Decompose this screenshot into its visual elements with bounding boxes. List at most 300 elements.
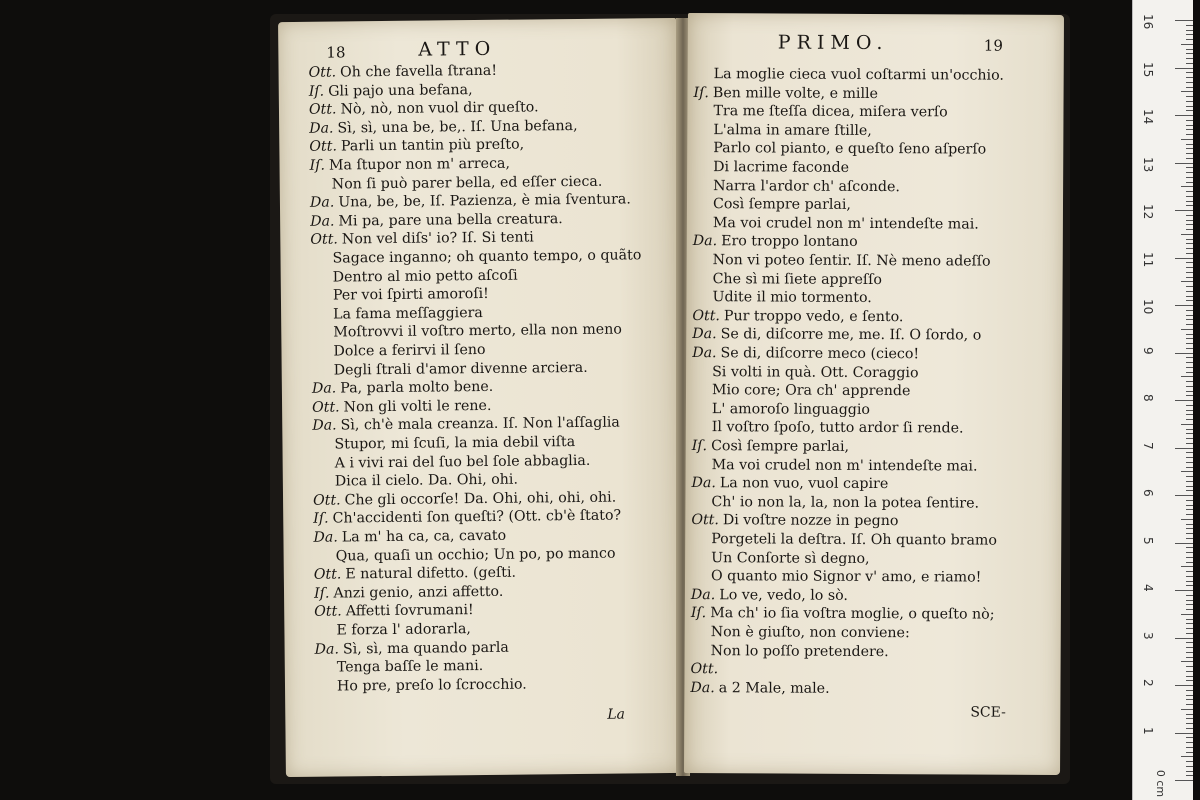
verse-text: E natural difetto. (geſti. — [345, 564, 517, 583]
ruler-tick — [1175, 543, 1193, 544]
ruler-tick — [1186, 120, 1193, 121]
text-line — [310, 210, 563, 231]
ruler-tick — [1175, 68, 1193, 69]
ruler-tick — [1186, 367, 1193, 368]
speaker-label: Da. — [692, 233, 718, 250]
verse-text: Pa, parla molto bene. — [340, 379, 494, 397]
ruler-number: 9 — [1141, 346, 1155, 355]
text-line — [713, 251, 991, 270]
speaker-label: Ott. — [314, 603, 342, 621]
text-line — [312, 414, 620, 435]
verse-text: Di lacrime faconde — [713, 159, 850, 176]
verse-text: Porgeteli la deſtra. Iſ. Oh quanto bramo — [711, 531, 997, 549]
ruler-tick — [1186, 338, 1193, 339]
ruler-tick — [1181, 661, 1193, 662]
ruler-tick — [1186, 604, 1193, 605]
ruler-tick — [1181, 614, 1193, 615]
ruler-tick — [1175, 495, 1193, 496]
verse-text: Una, be, be, Iſ. Pazienza, è mia ſventura. — [338, 191, 631, 211]
text-line — [711, 642, 889, 661]
verse-text: Non vi poteo ſentir. Iſ. Nè meno adeſſo — [712, 252, 991, 270]
text-line — [336, 620, 471, 639]
text-line — [333, 321, 622, 342]
verse-text: a 2 Male, male. — [718, 679, 830, 697]
ruler-tick — [1186, 695, 1193, 696]
text-line — [712, 381, 910, 400]
verse-text: Pur troppo vedo, e ſento. — [723, 308, 904, 325]
ruler-tick — [1186, 82, 1193, 83]
ruler-tick — [1186, 386, 1193, 387]
ruler-tick — [1186, 372, 1193, 373]
text-line — [314, 601, 474, 621]
text-line — [315, 638, 509, 658]
text-line — [713, 102, 947, 121]
verse-text: Ma ſtupor non m' arreca, — [328, 155, 511, 174]
ruler-tick — [1186, 239, 1193, 240]
ruler-tick — [1186, 600, 1193, 601]
ruler-tick — [1186, 623, 1193, 624]
ruler-number: 7 — [1141, 441, 1155, 450]
ruler-tick — [1181, 234, 1193, 235]
text-line — [712, 419, 964, 438]
ruler-number: 12 — [1141, 204, 1155, 220]
ruler-tick — [1186, 433, 1193, 434]
ruler-tick — [1186, 538, 1193, 539]
text-line — [713, 214, 979, 233]
ruler-tick — [1186, 723, 1193, 724]
ruler-tick — [1186, 676, 1193, 677]
ruler-tick — [1186, 609, 1193, 610]
text-line — [691, 511, 898, 530]
ruler-tick — [1186, 286, 1193, 287]
verse-text: Non vel diſs' io? Iſ. Si tenti — [341, 229, 534, 248]
speaker-label: Iſ. — [690, 605, 707, 622]
text-line — [335, 451, 591, 472]
text-line — [332, 172, 603, 193]
ruler-tick — [1186, 652, 1193, 653]
speaker-label: Ott. — [691, 512, 719, 529]
text-line — [335, 471, 518, 491]
ruler-tick — [1186, 414, 1193, 415]
ruler-tick — [1181, 376, 1193, 377]
verse-text: Mi pa, pare una bella creatura. — [338, 210, 563, 230]
verse-text: Lo ve, vedo, lo sò. — [719, 586, 848, 604]
ruler-tick — [1186, 296, 1193, 297]
speaker-label: Ott. — [312, 399, 340, 416]
text-line — [312, 378, 494, 398]
ruler-number: 10 — [1141, 299, 1155, 315]
ruler-tick — [1186, 395, 1193, 396]
verse-text: Udite il mio tormento. — [712, 289, 872, 307]
text-line — [334, 358, 588, 379]
speaker-label: Iſ. — [691, 438, 708, 455]
ruler-tick — [1186, 362, 1193, 363]
ruler-tick — [1186, 77, 1193, 78]
ruler-tick — [1186, 443, 1193, 444]
ruler-tick — [1175, 20, 1193, 21]
ruler-tick — [1186, 315, 1193, 316]
verse-text: A i vivi rai del ſuo bel ſole abbaglia. — [334, 452, 591, 472]
ruler-tick — [1186, 457, 1193, 458]
ruler-tick — [1186, 343, 1193, 344]
ruler-tick — [1175, 210, 1193, 211]
ruler-number: 5 — [1141, 536, 1155, 545]
ruler-tick — [1186, 277, 1193, 278]
ruler-tick — [1186, 410, 1193, 411]
verse-text: Qua, quaſi un occhio; Un po, po manco — [335, 545, 616, 565]
verse-text: Dica il cielo. Da. Ohi, ohi. — [334, 471, 518, 490]
speaker-label: Ott. — [690, 661, 719, 678]
speaker-label: Da. — [309, 120, 334, 137]
left-page — [278, 18, 684, 777]
ruler-tick — [1186, 680, 1193, 681]
ruler-tick — [1186, 476, 1193, 477]
verse-text: Degli ſtrali d'amor divenne arciera. — [333, 359, 588, 379]
ruler-tick — [1186, 576, 1193, 577]
ruler-tick — [1186, 486, 1193, 487]
ruler-tick — [1186, 215, 1193, 216]
ruler-number: 15 — [1141, 61, 1155, 77]
ruler-tick — [1175, 400, 1193, 401]
ruler-tick — [1186, 106, 1193, 107]
verse-text: Che gli occorſe! Da. Ohi, ohi, ohi, ohi. — [344, 489, 617, 509]
ruler-tick — [1186, 262, 1193, 263]
ruler-tick — [1186, 505, 1193, 506]
verse-text: Ero troppo lontano — [721, 233, 858, 251]
verse-text: La m' ha ca, ca, cavato — [341, 527, 507, 546]
speaker-label: Ott. — [308, 101, 337, 118]
ruler-tick — [1181, 281, 1193, 282]
ruler-tick — [1186, 524, 1193, 525]
ruler-tick — [1186, 253, 1193, 254]
ruler-tick — [1181, 186, 1193, 187]
ruler-tick — [1186, 191, 1193, 192]
ruler-tick — [1175, 163, 1193, 164]
ruler-tick — [1186, 224, 1193, 225]
verse-text: Anzi genio, anzi affetto. — [333, 583, 504, 602]
ruler-tick — [1175, 685, 1193, 686]
text-line — [690, 679, 829, 698]
ruler-number: 2 — [1141, 679, 1155, 687]
ruler-tick — [1186, 761, 1193, 762]
ruler-tick — [1186, 666, 1193, 667]
ruler-tick — [1186, 671, 1193, 672]
speaker-label: Da. — [691, 475, 716, 492]
ruler-tick — [1186, 533, 1193, 534]
ruler-tick — [1186, 125, 1193, 126]
text-line — [712, 288, 871, 307]
speaker-label: Ott. — [312, 492, 341, 509]
verse-text: Non lo poſſo pretendere. — [710, 642, 889, 660]
ruler-tick — [1186, 714, 1193, 715]
ruler-tick — [1186, 272, 1193, 273]
verse-text: Si volti in quà. Ott. Coraggio — [712, 363, 919, 381]
ruler-tick — [1186, 243, 1193, 244]
ruler-tick — [1186, 452, 1193, 453]
ruler-tick — [1175, 733, 1193, 734]
verse-text: Moſtrovvi il voſtro merto, ella non meno — [333, 321, 622, 341]
verse-text: E forza l' adorarla, — [336, 621, 471, 639]
text-line — [334, 433, 575, 454]
text-line — [333, 285, 489, 305]
verse-text: Non ſi può parer bella, ed eſſer cieca. — [331, 173, 603, 193]
ruler-tick — [1186, 752, 1193, 753]
text-line — [333, 304, 483, 324]
verse-text: Parlo col pianto, e queſto ſeno aſperſo — [713, 140, 987, 158]
text-line — [692, 344, 919, 363]
ruler-number: 3 — [1141, 631, 1155, 640]
verse-text: Ma ch' io ſia voſtra moglie, o queſto nò; — [710, 605, 995, 624]
ruler-number: 13 — [1141, 156, 1155, 172]
ruler-tick — [1186, 737, 1193, 738]
text-line — [314, 583, 503, 603]
ruler-tick — [1181, 756, 1193, 757]
ruler-tick — [1186, 34, 1193, 35]
speaker-label: Da. — [310, 213, 335, 230]
ruler-tick — [1186, 552, 1193, 553]
ruler-tick — [1186, 49, 1193, 50]
speaker-label: Da. — [312, 417, 337, 435]
verse-text: Dolce a ferirvi il ſeno — [333, 341, 486, 360]
ruler-tick — [1181, 519, 1193, 520]
ruler-tick — [1186, 96, 1193, 97]
ruler-tick — [1186, 462, 1193, 463]
ruler-tick — [1186, 177, 1193, 178]
verse-text: Il voſtro ſpoſo, tutto ardor ſi rende. — [711, 419, 964, 437]
speaker-label: Iſ. — [313, 585, 330, 602]
verse-text: Ch'accidenti ſon queſti? (Ott. cb'è ſtato? — [332, 507, 622, 527]
speaker-label: Ott. — [309, 138, 337, 156]
ruler-tick — [1186, 557, 1193, 558]
speaker-label: Da. — [311, 380, 337, 397]
verse-text: Sì, sì, una be, be,. Iſ. Una befana, — [337, 117, 578, 137]
ruler-tick — [1186, 481, 1193, 482]
verse-text: Così ſempre parlai, — [712, 196, 851, 214]
text-line — [333, 266, 518, 286]
ruler-tick — [1175, 305, 1193, 306]
speaker-label: Da. — [309, 194, 335, 211]
text-line — [309, 81, 473, 101]
ruler-tick — [1186, 167, 1193, 168]
speaker-label: Da. — [314, 641, 340, 658]
verse-text: Ho pre, preſo lo ſcrocchio. — [336, 676, 527, 695]
ruler-tick — [1186, 148, 1193, 149]
ruler-tick — [1186, 158, 1193, 159]
text-line — [313, 507, 621, 528]
text-line — [714, 65, 1004, 85]
verse-text: Oh che favella ſtrana! — [340, 62, 498, 81]
ruler-tick — [1175, 353, 1193, 354]
ruler-tick — [1186, 528, 1193, 529]
speaker-label: Ott. — [692, 307, 720, 324]
text-line — [713, 195, 851, 214]
ruler-tick — [1175, 780, 1193, 781]
ruler-tick — [1186, 647, 1193, 648]
verse-text: La non vuo, vuol capire — [719, 475, 889, 493]
verse-text: La moglie cieca vuol coſtarmi un'occhio. — [713, 66, 1004, 84]
verse-text: Tra me ſteſſa dicea, miſera verſo — [713, 103, 948, 121]
verse-text: L' amoroſo linguaggio — [711, 400, 871, 418]
ruler-tick — [1186, 63, 1193, 64]
ruler-tick — [1181, 91, 1193, 92]
ruler-tick — [1186, 144, 1193, 145]
right-page-number: 19 — [983, 36, 1003, 55]
ruler-number: 1 — [1141, 726, 1155, 735]
ruler-tick — [1186, 87, 1193, 88]
verse-text: Gli pajo una befana, — [328, 81, 473, 100]
right-catchword: SCE- — [970, 704, 1006, 721]
ruler-tick — [1186, 300, 1193, 301]
ruler-number: 14 — [1141, 109, 1155, 125]
verse-text: Se di, diſcorre me, me. Iſ. O ſordo, o — [720, 326, 982, 344]
ruler-tick — [1186, 110, 1193, 111]
text-line — [711, 623, 910, 642]
ruler-tick — [1186, 220, 1193, 221]
ruler-tick — [1186, 581, 1193, 582]
speaker-label: Iſ. — [308, 83, 325, 100]
ruler-tick — [1186, 53, 1193, 54]
ruler-tick — [1186, 405, 1193, 406]
verse-text: O quanto mio Signor v' amo, e riamo! — [711, 568, 982, 586]
text-line — [693, 232, 858, 251]
ruler-tick — [1181, 139, 1193, 140]
speaker-label: Iſ. — [309, 157, 326, 174]
ruler-tick — [1181, 424, 1193, 425]
text-line — [713, 177, 900, 196]
speaker-label: Ott. — [310, 231, 338, 249]
ruler-tick — [1186, 766, 1193, 767]
text-line — [691, 604, 995, 624]
text-line — [308, 62, 497, 82]
text-line — [310, 229, 534, 249]
text-line — [310, 191, 631, 212]
ruler-tick — [1186, 628, 1193, 629]
ruler-tick — [1181, 44, 1193, 45]
text-line — [691, 474, 888, 493]
speaker-label: Da. — [313, 529, 338, 546]
speaker-label: Iſ. — [693, 84, 709, 101]
verse-text: Tenga baſſe le mani. — [336, 658, 484, 676]
ruler-tick — [1186, 196, 1193, 197]
ruler-tick — [1186, 490, 1193, 491]
ruler-tick — [1186, 775, 1193, 776]
ruler-tick — [1186, 30, 1193, 31]
speaker-label: Da. — [690, 679, 715, 696]
verse-text: Ma voi crudel non m' intendeſte mai. — [712, 214, 979, 233]
ruler-tick — [1186, 72, 1193, 73]
ruler-tick — [1186, 690, 1193, 691]
text-line — [312, 397, 492, 417]
text-line — [713, 270, 882, 289]
ruler-tick — [1186, 248, 1193, 249]
text-line — [713, 121, 872, 140]
ruler-tick — [1186, 547, 1193, 548]
ruler-tick — [1186, 39, 1193, 40]
ruler-tick — [1186, 25, 1193, 26]
verse-text: L'alma in amare ſtille, — [713, 121, 872, 139]
ruler-tick — [1186, 642, 1193, 643]
text-line — [692, 325, 981, 345]
verse-text: Se di, diſcorre meco (cieco! — [720, 345, 920, 363]
ruler-tick — [1186, 728, 1193, 729]
text-line — [712, 456, 978, 475]
ruler-tick — [1186, 381, 1193, 382]
text-line — [332, 246, 641, 267]
ruler-tick — [1186, 699, 1193, 700]
ruler-tick — [1186, 571, 1193, 572]
verse-text: Narra l'ardor ch' aſconde. — [713, 177, 900, 195]
ruler-tick — [1186, 310, 1193, 311]
ruler-tick — [1186, 742, 1193, 743]
text-line — [711, 567, 981, 586]
verse-text: Non gli volti le rene. — [343, 397, 492, 416]
speaker-label: Ott. — [308, 64, 337, 81]
text-line — [692, 307, 903, 326]
verse-text: Ma voi crudel non m' intendeſte mai. — [711, 456, 978, 475]
text-line — [713, 158, 849, 177]
verse-text: Così ſempre parlai, — [711, 438, 850, 455]
verse-text: Sì, sì, ma quando parla — [342, 639, 509, 658]
ruler-tick — [1181, 329, 1193, 330]
ruler-tick — [1181, 709, 1193, 710]
ruler-tick — [1186, 153, 1193, 154]
right-page — [684, 13, 1064, 775]
text-line — [713, 140, 986, 159]
ruler-tick — [1186, 438, 1193, 439]
ruler-tick — [1186, 509, 1193, 510]
ruler-tick — [1175, 448, 1193, 449]
text-line — [691, 586, 848, 605]
ruler-tick — [1186, 129, 1193, 130]
verse-text: Affetti ſovrumani! — [345, 602, 474, 620]
ruler-tick — [1186, 205, 1193, 206]
ruler-tick — [1186, 718, 1193, 719]
ruler-tick — [1181, 566, 1193, 567]
ruler-tick — [1186, 562, 1193, 563]
text-line — [337, 675, 527, 695]
verse-text: Mio core; Ora ch' apprende — [711, 382, 911, 400]
ruler-tick — [1186, 514, 1193, 515]
ruler-tick — [1175, 638, 1193, 639]
ruler-tick — [1186, 500, 1193, 501]
ruler-tick — [1186, 633, 1193, 634]
text-line — [333, 341, 485, 361]
verse-text: Dentro al mio petto aſcoſi — [332, 267, 518, 286]
ruler-tick — [1175, 258, 1193, 259]
ruler-tick — [1186, 595, 1193, 596]
ruler-tick — [1186, 747, 1193, 748]
speaker-label: Iſ. — [313, 510, 329, 528]
text-line — [711, 549, 869, 568]
text-line — [309, 117, 578, 138]
verse-text: Non è giuſto, non conviene: — [710, 624, 910, 642]
ruler-tick — [1186, 324, 1193, 325]
ruler-tick — [1186, 771, 1193, 772]
verse-text: Sì, ch'è mala creanza. Iſ. Non l'aſſaglia — [340, 414, 620, 434]
ruler-tick — [1186, 291, 1193, 292]
ruler-tick — [1186, 585, 1193, 586]
text-line — [692, 437, 849, 456]
ruler-tick — [1186, 348, 1193, 349]
text-line — [712, 363, 919, 382]
ruler-tick — [1186, 467, 1193, 468]
ruler-number: 4 — [1141, 584, 1155, 592]
text-line — [313, 527, 506, 547]
ruler-tick — [1186, 391, 1193, 392]
ruler-tick — [1186, 267, 1193, 268]
text-line — [336, 544, 616, 565]
ruler-tick — [1181, 471, 1193, 472]
